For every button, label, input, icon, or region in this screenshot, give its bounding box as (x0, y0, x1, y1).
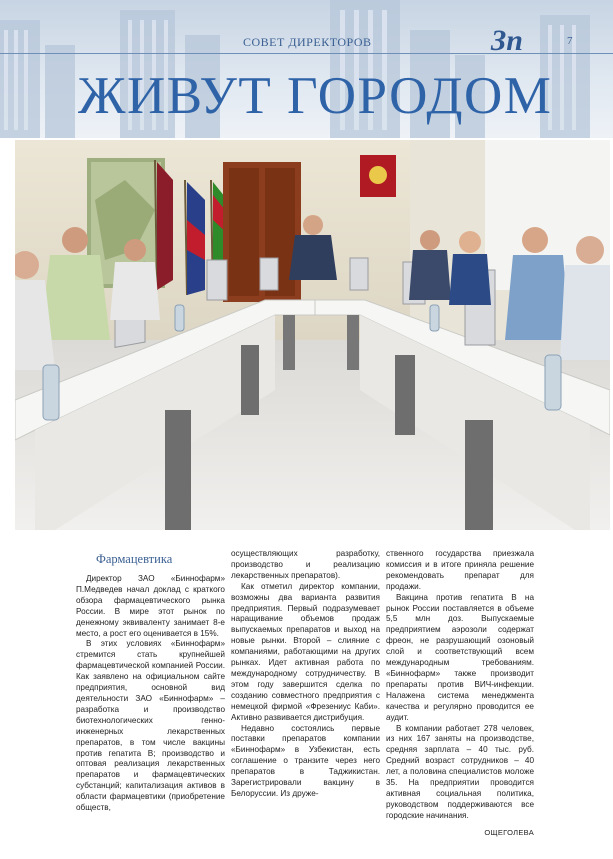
meeting-photo (15, 140, 610, 530)
paragraph: В этих условиях «Биннофарм» стремится стать крупнейшей фармацевтической компанией России. Как заявлено на официальном сайте предприятия, основной вид деятельности ЗАО «Биннофарм» – разработка и производство биотехнологических генно-инженерных лекарственных препаратов, в том числе вакцины против гепатита В; производство и оптовая реализация лекарственных препаратов и фармацевтических субстанций; капитализация активов в области фармацевтики (приобретение обществ, (76, 639, 225, 813)
article-column-2 (231, 549, 380, 800)
paragraph: Как отметил директор компании, возможны два варианта развития предприятия. Первый подразумевает наращивание объемов продаж выпускаемых препаратов и выход на новые рынки. Второй – слияние с компаниями, работающими на других рынках. Идет активная работа по международному сотрудничеству. В этом году завершится сделка по созданию совместного предприятия с немецкой фирмой «Фрезениус Каби». Активно развивается дистрибуция. (231, 581, 380, 722)
page-number: 7 (567, 35, 573, 47)
paragraph: осуществляющих разработку, производство и реализацию лекарственных препаратов). (231, 549, 380, 580)
paragraph: Директор ЗАО «Биннофарм» П.Медведев начал доклад с краткого обзора фармацевтического рынка России. В мире этот рынок по денежному эквиваленту занимает 8-е место, а рост его оценивается в 15%. (76, 574, 225, 638)
article-subhead: Фармацевтика (96, 552, 173, 566)
section-label: СОВЕТ ДИРЕКТОРОВ (243, 35, 372, 49)
meeting-room-photo-icon (15, 140, 610, 530)
article-column-1 (76, 574, 225, 814)
magazine-logo: Зп (491, 24, 523, 57)
author-signature: ОЩЕГОЛЕВА (484, 827, 534, 837)
header-band (0, 0, 613, 138)
paragraph: ственного государства приезжала комиссия и в итоге приняла решение рекомендовать препарат для продажи. (386, 549, 534, 591)
paragraph: Вакцина против гепатита В на рынок России поставляется в объеме 5,5 млн доз. Выпускаемые предприятием аэрозоли содержат фреон, не разрушающий озоновый слой и соответствующий всем международным требованиям. «Биннофарм» также производит препараты против ВИЧ-инфекции. Налажена система менеджмента качества и регулярно проводится ее аудит. (386, 592, 534, 722)
headline: ЖИВУТ ГОРОДОМ (78, 67, 553, 125)
paragraph: В компании работает 278 человек, из них 167 заняты на производстве, средняя зарплата – 40 тыс. руб. Средний возраст сотрудников – 40 лет, а половина специалистов моложе 35. На предприятии проводится активная социальная политика, руководством поддерживаются все городские начинания. (386, 723, 534, 820)
article-column-3 (386, 549, 534, 839)
paragraph: Недавно состоялись первые поставки препаратов компании «Биннофарм» в Узбекистан, есть соглашение о транзите через него препаратов в Таджикистан. Зарегистрировали вакцину в Белоруссии. Из друже- (231, 723, 380, 798)
